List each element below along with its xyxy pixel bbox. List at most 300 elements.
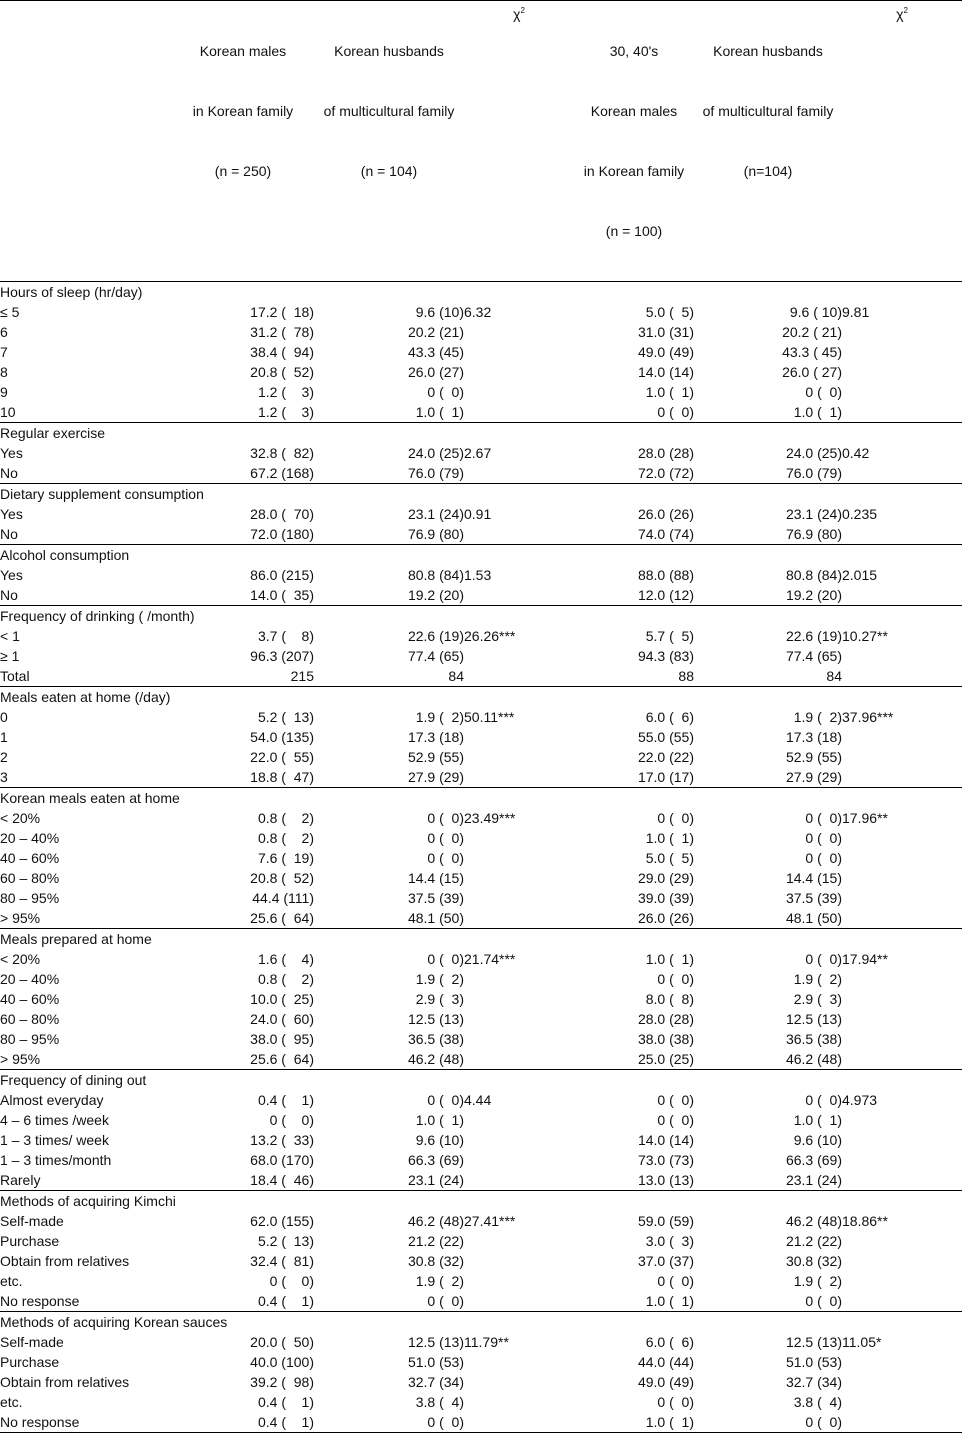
chi-square-1 xyxy=(464,1009,574,1029)
header-label-blank xyxy=(0,1,172,282)
section-group xyxy=(0,788,962,929)
table-row xyxy=(0,585,962,606)
value-husbands-2: 43.3 ( 45) xyxy=(782,344,842,360)
row-label: Obtain from relatives xyxy=(0,1253,130,1269)
section-title: Alcohol consumption xyxy=(0,545,962,566)
value-korean-males: 54.0 (135) xyxy=(250,729,314,745)
value-korean-males-30-40: 3.0 ( 3) xyxy=(645,1233,694,1249)
chi-square-2 xyxy=(842,322,962,342)
value-husbands-2: 51.0 (53) xyxy=(785,1354,842,1370)
value-korean-males: 40.0 (100) xyxy=(250,1354,314,1370)
value-korean-males: 31.2 ( 78) xyxy=(250,324,314,340)
row-label: Total xyxy=(0,668,30,684)
value-husbands-1: 76.9 (80) xyxy=(407,526,464,542)
chi-square-2 xyxy=(842,646,962,666)
value-husbands-2: 22.6 (19) xyxy=(785,628,842,644)
value-korean-males-30-40: 74.0 (74) xyxy=(637,526,694,542)
value-husbands-1: 0 ( 0) xyxy=(427,1293,464,1309)
chi-square-1 xyxy=(464,342,574,362)
section-group xyxy=(0,484,962,545)
chi-square-2: 17.96** xyxy=(842,810,888,826)
chi-square-2 xyxy=(842,1150,962,1170)
value-husbands-2: 0 ( 0) xyxy=(805,1293,842,1309)
value-korean-males-30-40: 25.0 (25) xyxy=(637,1051,694,1067)
value-korean-males: 13.2 ( 33) xyxy=(250,1132,314,1148)
row-label: No xyxy=(0,587,18,603)
row-label: Almost everyday xyxy=(0,1092,104,1108)
chi-square-2 xyxy=(842,463,962,484)
value-husbands-1: 77.4 (65) xyxy=(407,648,464,664)
chi-square-1 xyxy=(464,1352,574,1372)
chi-square-2 xyxy=(842,828,962,848)
chi-square-2 xyxy=(842,868,962,888)
value-korean-males-30-40: 73.0 (73) xyxy=(637,1152,694,1168)
value-husbands-1: 84 xyxy=(448,668,464,684)
table-row xyxy=(0,666,962,687)
table-row xyxy=(0,1412,962,1433)
value-husbands-2: 24.0 (25) xyxy=(785,445,842,461)
row-label: 40 – 60% xyxy=(0,991,60,1007)
value-korean-males: 1.6 ( 4) xyxy=(257,951,314,967)
row-label: 60 – 80% xyxy=(0,1011,60,1027)
table-row xyxy=(0,1372,962,1392)
chi-square-1 xyxy=(464,382,574,402)
value-husbands-2: 36.5 (38) xyxy=(785,1031,842,1047)
row-label: 20 – 40% xyxy=(0,830,60,846)
value-korean-males-30-40: 94.3 (83) xyxy=(637,648,694,664)
value-korean-males-30-40: 1.0 ( 1) xyxy=(645,1293,694,1309)
chi-square-1 xyxy=(464,1392,574,1412)
value-husbands-1: 23.1 (24) xyxy=(407,1172,464,1188)
chi-square-1 xyxy=(464,1412,574,1433)
table-row xyxy=(0,1211,962,1231)
section-header-row xyxy=(0,484,962,505)
section-header-row xyxy=(0,545,962,566)
value-korean-males-30-40: 0 ( 0) xyxy=(657,810,694,826)
value-husbands-2: 9.6 ( 10) xyxy=(789,304,842,320)
value-korean-males-30-40: 1.0 ( 1) xyxy=(645,951,694,967)
chi-square-2 xyxy=(842,382,962,402)
chi-square-1: 23.49*** xyxy=(464,810,516,826)
chi-square-1 xyxy=(464,969,574,989)
value-korean-males: 1.2 ( 3) xyxy=(257,384,314,400)
value-husbands-2: 20.2 ( 21) xyxy=(782,324,842,340)
row-label: ≤ 5 xyxy=(0,304,20,320)
chi-square-1 xyxy=(464,524,574,545)
value-korean-males: 38.0 ( 95) xyxy=(250,1031,314,1047)
value-husbands-2: 27.9 (29) xyxy=(785,769,842,785)
value-korean-males-30-40: 0 ( 0) xyxy=(657,1112,694,1128)
section-group xyxy=(0,929,962,1070)
value-korean-males-30-40: 37.0 (37) xyxy=(637,1253,694,1269)
chi-square-2 xyxy=(842,848,962,868)
value-korean-males: 10.0 ( 25) xyxy=(250,991,314,1007)
value-korean-males: 25.6 ( 64) xyxy=(250,910,314,926)
table-row xyxy=(0,463,962,484)
value-korean-males: 72.0 (180) xyxy=(250,526,314,542)
value-korean-males: 67.2 (168) xyxy=(250,465,314,481)
value-husbands-1: 12.5 (13) xyxy=(407,1334,464,1350)
table-row xyxy=(0,1392,962,1412)
row-label: 40 – 60% xyxy=(0,850,60,866)
section-title: Frequency of drinking ( /month) xyxy=(0,606,962,627)
value-husbands-1: 24.0 (25) xyxy=(407,445,464,461)
section-header-row xyxy=(0,687,962,708)
value-korean-males-30-40: 49.0 (49) xyxy=(637,344,694,360)
value-korean-males-30-40: 6.0 ( 6) xyxy=(645,1334,694,1350)
chi-square-2 xyxy=(842,1291,962,1312)
value-korean-males: 25.6 ( 64) xyxy=(250,1051,314,1067)
chi-square-2 xyxy=(842,1231,962,1251)
chi-square-1 xyxy=(464,1049,574,1070)
value-husbands-1: 0 ( 0) xyxy=(427,384,464,400)
value-korean-males: 39.2 ( 98) xyxy=(250,1374,314,1390)
value-husbands-1: 9.6 (10) xyxy=(415,304,464,320)
row-label: No response xyxy=(0,1412,172,1433)
value-korean-males-30-40: 0 ( 0) xyxy=(657,971,694,987)
chi-square-2 xyxy=(842,1049,962,1070)
chi-square-2 xyxy=(842,1170,962,1191)
row-label: 8 xyxy=(0,364,8,380)
value-husbands-2: 1.9 ( 2) xyxy=(793,971,842,987)
value-korean-males: 0.4 ( 1) xyxy=(257,1092,314,1108)
chi-square-2 xyxy=(842,1251,962,1271)
chi-square-2 xyxy=(842,747,962,767)
section-group xyxy=(0,1191,962,1312)
value-korean-males-30-40: 26.0 (26) xyxy=(637,910,694,926)
chi-square-2 xyxy=(842,1029,962,1049)
chi-square-2 xyxy=(842,524,962,545)
value-husbands-1: 27.9 (29) xyxy=(407,769,464,785)
value-husbands-2: 1.9 ( 2) xyxy=(793,709,842,725)
value-husbands-1: 32.7 (34) xyxy=(407,1374,464,1390)
value-korean-males-30-40: 5.0 ( 5) xyxy=(645,304,694,320)
row-label: > 95% xyxy=(0,1051,41,1067)
value-husbands-1: 43.3 (45) xyxy=(407,344,464,360)
value-korean-males-30-40: 5.7 ( 5) xyxy=(645,628,694,644)
value-korean-males-30-40: 31.0 (31) xyxy=(637,324,694,340)
value-husbands-2: 76.9 (80) xyxy=(785,526,842,542)
chi-square-2 xyxy=(842,1392,962,1412)
value-korean-males-30-40: 39.0 (39) xyxy=(637,890,694,906)
chi-square-2 xyxy=(842,1412,962,1433)
value-korean-males: 0 ( 0) xyxy=(269,1273,314,1289)
chi-square-1 xyxy=(464,666,574,687)
value-husbands-1: 30.8 (32) xyxy=(407,1253,464,1269)
value-husbands-2: 19.2 (20) xyxy=(785,587,842,603)
value-husbands-2: 0 ( 0) xyxy=(694,1412,842,1433)
row-label: etc. xyxy=(0,1273,23,1289)
value-korean-males-30-40: 1.0 ( 1) xyxy=(574,1412,694,1433)
value-korean-males: 18.8 ( 47) xyxy=(250,769,314,785)
table-row xyxy=(0,443,962,463)
row-label: 0 xyxy=(0,709,8,725)
table-header xyxy=(0,1,962,282)
value-korean-males: 0.8 ( 2) xyxy=(257,971,314,987)
chi-square-2 xyxy=(842,969,962,989)
chi-square-2: 0.42 xyxy=(842,445,870,461)
header-row xyxy=(0,1,962,282)
row-label: Self-made xyxy=(0,1213,64,1229)
header-chi-square-2: $\chi^2$ xyxy=(842,1,962,282)
section-header-row xyxy=(0,1070,962,1091)
table-row xyxy=(0,727,962,747)
section-title: Regular exercise xyxy=(0,423,962,444)
table-row xyxy=(0,382,962,402)
value-korean-males-30-40: 1.0 ( 1) xyxy=(645,384,694,400)
row-label: 1 xyxy=(0,729,8,745)
value-husbands-2: 46.2 (48) xyxy=(785,1213,842,1229)
chi-square-1 xyxy=(464,828,574,848)
value-husbands-2: 0 ( 0) xyxy=(805,850,842,866)
section-header-row xyxy=(0,1191,962,1212)
table-row xyxy=(0,949,962,969)
section-group xyxy=(0,282,962,423)
chi-square-2: 9.81 xyxy=(842,304,870,320)
value-korean-males: 44.4 (111) xyxy=(252,890,314,906)
value-husbands-1: 12.5 (13) xyxy=(407,1011,464,1027)
chi-square-1 xyxy=(464,1251,574,1271)
section-header-row xyxy=(0,282,962,303)
value-korean-males-30-40: 5.0 ( 5) xyxy=(645,850,694,866)
chi-square-1 xyxy=(464,402,574,423)
row-label: 9 xyxy=(0,384,8,400)
chi-square-1 xyxy=(464,1372,574,1392)
value-korean-males-30-40: 14.0 (14) xyxy=(637,1132,694,1148)
value-husbands-2: 23.1 (24) xyxy=(785,506,842,522)
row-label: < 20% xyxy=(0,951,41,967)
value-korean-males: 20.8 ( 52) xyxy=(250,870,314,886)
chi-square-2: 4.973 xyxy=(842,1092,878,1108)
value-husbands-2: 0 ( 0) xyxy=(805,1092,842,1108)
value-husbands-2: 80.8 (84) xyxy=(785,567,842,583)
value-husbands-2: 52.9 (55) xyxy=(785,749,842,765)
section-title: Frequency of dining out xyxy=(0,1070,962,1091)
value-husbands-1: 0 ( 0) xyxy=(427,810,464,826)
value-korean-males: 96.3 (207) xyxy=(250,648,314,664)
chi-square-2: 2.015 xyxy=(842,567,878,583)
chi-square-2 xyxy=(842,1110,962,1130)
value-husbands-2: 66.3 (69) xyxy=(785,1152,842,1168)
chi-square-1 xyxy=(464,1150,574,1170)
chi-square-2 xyxy=(842,888,962,908)
chi-square-2 xyxy=(842,666,962,687)
row-label: No response xyxy=(0,1293,80,1309)
chi-square-2 xyxy=(842,989,962,1009)
value-korean-males: 17.2 ( 18) xyxy=(250,304,314,320)
section-title: Meals eaten at home (/day) xyxy=(0,687,962,708)
value-husbands-1: 46.2 (48) xyxy=(407,1051,464,1067)
section-group xyxy=(0,423,962,484)
table-row xyxy=(0,908,962,929)
table-row xyxy=(0,1150,962,1170)
row-label: 80 – 95% xyxy=(0,890,60,906)
value-husbands-2: 0 ( 0) xyxy=(805,830,842,846)
value-husbands-2: 9.6 (10) xyxy=(793,1132,842,1148)
chi-square-2 xyxy=(842,1352,962,1372)
value-korean-males: 18.4 ( 46) xyxy=(250,1172,314,1188)
section-group xyxy=(0,545,962,606)
value-husbands-1: 21.2 (22) xyxy=(407,1233,464,1249)
value-korean-males-30-40: 38.0 (38) xyxy=(637,1031,694,1047)
row-label: 6 xyxy=(0,324,8,340)
chi-square-1: 26.26*** xyxy=(464,628,516,644)
value-husbands-1: 9.6 (10) xyxy=(415,1132,464,1148)
section-header-row xyxy=(0,788,962,809)
row-label: No xyxy=(0,526,18,542)
chi-square-1 xyxy=(464,989,574,1009)
value-korean-males: 5.2 ( 13) xyxy=(257,1233,314,1249)
row-label: 10 xyxy=(0,404,16,420)
value-korean-males: 215 xyxy=(290,668,314,684)
header-korean-husbands-2: Korean husbands of multicultural family (n=104) xyxy=(694,1,842,282)
chi-square-2 xyxy=(842,362,962,382)
table-row xyxy=(0,1009,962,1029)
row-label: Yes xyxy=(0,506,23,522)
value-husbands-2: 17.3 (18) xyxy=(785,729,842,745)
value-korean-males: 86.0 (215) xyxy=(250,567,314,583)
value-korean-males: 0.4 ( 1) xyxy=(172,1412,314,1433)
value-husbands-1: 0 ( 0) xyxy=(427,951,464,967)
value-korean-males-30-40: 17.0 (17) xyxy=(637,769,694,785)
chi-square-2 xyxy=(842,1009,962,1029)
value-husbands-2: 32.7 (34) xyxy=(785,1374,842,1390)
chi-square-1: 4.44 xyxy=(464,1092,492,1108)
chi-square-1 xyxy=(464,868,574,888)
value-husbands-1: 0 ( 0) xyxy=(427,830,464,846)
chi-square-1 xyxy=(464,1291,574,1312)
chi-square-1 xyxy=(464,585,574,606)
value-korean-males: 62.0 (155) xyxy=(250,1213,314,1229)
section-title: Korean meals eaten at home xyxy=(0,788,962,809)
table-row xyxy=(0,848,962,868)
table-row xyxy=(0,767,962,788)
value-korean-males-30-40: 0 ( 0) xyxy=(657,1273,694,1289)
value-husbands-2: 76.0 (79) xyxy=(785,465,842,481)
row-label: < 20% xyxy=(0,810,41,826)
value-husbands-1: 1.9 ( 2) xyxy=(415,709,464,725)
header-korean-husbands-1: Korean husbands of multicultural family (n = 104) xyxy=(314,1,464,282)
value-husbands-1: 26.0 (27) xyxy=(407,364,464,380)
value-korean-males: 3.7 ( 8) xyxy=(257,628,314,644)
chi-square-1: 50.11*** xyxy=(464,709,515,725)
value-korean-males-30-40: 49.0 (49) xyxy=(637,1374,694,1390)
value-husbands-1: 76.0 (79) xyxy=(407,465,464,481)
value-husbands-2: 12.5 (13) xyxy=(785,1334,842,1350)
value-korean-males: 38.4 ( 94) xyxy=(250,344,314,360)
table-row xyxy=(0,808,962,828)
value-husbands-1: 1.9 ( 2) xyxy=(415,1273,464,1289)
chi-square-1 xyxy=(464,908,574,929)
table-row xyxy=(0,362,962,382)
value-korean-males-30-40: 29.0 (29) xyxy=(637,870,694,886)
value-korean-males: 0.8 ( 2) xyxy=(257,830,314,846)
table-row xyxy=(0,747,962,767)
row-label: etc. xyxy=(0,1394,23,1410)
value-husbands-1: 17.3 (18) xyxy=(407,729,464,745)
table-row xyxy=(0,1170,962,1191)
value-husbands-1: 80.8 (84) xyxy=(407,567,464,583)
value-husbands-1: 46.2 (48) xyxy=(407,1213,464,1229)
value-korean-males-30-40: 6.0 ( 6) xyxy=(645,709,694,725)
row-label: 80 – 95% xyxy=(0,1031,60,1047)
chi-square-1 xyxy=(464,1231,574,1251)
row-label: 3 xyxy=(0,769,8,785)
chi-square-2 xyxy=(842,342,962,362)
value-husbands-1: 0 ( 0) xyxy=(314,1412,464,1433)
value-korean-males: 1.2 ( 3) xyxy=(257,404,314,420)
value-husbands-2: 12.5 (13) xyxy=(785,1011,842,1027)
value-husbands-2: 1.0 ( 1) xyxy=(793,404,842,420)
value-korean-males: 22.0 ( 55) xyxy=(250,749,314,765)
chi-square-1 xyxy=(464,727,574,747)
section-title: Methods of acquiring Korean sauces xyxy=(0,1312,962,1333)
value-husbands-2: 2.9 ( 3) xyxy=(793,991,842,1007)
value-husbands-2: 0 ( 0) xyxy=(805,951,842,967)
table-row xyxy=(0,888,962,908)
row-label: 20 – 40% xyxy=(0,971,60,987)
table-row xyxy=(0,322,962,342)
table-row xyxy=(0,1090,962,1110)
value-husbands-2: 37.5 (39) xyxy=(785,890,842,906)
value-husbands-2: 21.2 (22) xyxy=(785,1233,842,1249)
value-korean-males-30-40: 12.0 (12) xyxy=(637,587,694,603)
value-husbands-2: 0 ( 0) xyxy=(805,384,842,400)
chi-square-2 xyxy=(842,585,962,606)
table-row xyxy=(0,504,962,524)
value-korean-males-30-40: 72.0 (72) xyxy=(637,465,694,481)
table-row xyxy=(0,868,962,888)
row-label: ≥ 1 xyxy=(0,648,20,664)
chi-square-1 xyxy=(464,463,574,484)
chi-square-1 xyxy=(464,362,574,382)
value-husbands-2: 26.0 ( 27) xyxy=(782,364,842,380)
value-husbands-2: 3.8 ( 4) xyxy=(793,1394,842,1410)
chi-square-1: 6.32 xyxy=(464,304,492,320)
value-korean-males: 24.0 ( 60) xyxy=(250,1011,314,1027)
value-husbands-1: 2.9 ( 3) xyxy=(415,991,464,1007)
chi-square-2 xyxy=(842,1271,962,1291)
value-korean-males-30-40: 59.0 (59) xyxy=(637,1213,694,1229)
value-husbands-2: 1.9 ( 2) xyxy=(793,1273,842,1289)
chi-square-2: 37.96*** xyxy=(842,709,894,725)
chi-square-1: 2.67 xyxy=(464,445,492,461)
section-group xyxy=(0,687,962,788)
value-korean-males: 68.0 (170) xyxy=(250,1152,314,1168)
value-korean-males: 20.0 ( 50) xyxy=(250,1334,314,1350)
value-husbands-1: 0 ( 0) xyxy=(427,850,464,866)
value-korean-males-30-40: 0 ( 0) xyxy=(657,1092,694,1108)
chi-square-1 xyxy=(464,1170,574,1191)
row-label: 2 xyxy=(0,749,8,765)
row-label: 60 – 80% xyxy=(0,870,60,886)
row-label: Purchase xyxy=(0,1354,60,1370)
section-group xyxy=(0,606,962,687)
chi-square-2: 17.94** xyxy=(842,951,888,967)
value-korean-males: 20.8 ( 52) xyxy=(250,364,314,380)
chi-square-1 xyxy=(464,1029,574,1049)
table-row xyxy=(0,1231,962,1251)
table-row xyxy=(0,1130,962,1150)
chi-square-2: 10.27** xyxy=(842,628,888,644)
value-korean-males-30-40: 26.0 (26) xyxy=(637,506,694,522)
value-korean-males-30-40: 55.0 (55) xyxy=(637,729,694,745)
value-korean-males: 0.4 ( 1) xyxy=(257,1394,314,1410)
value-husbands-2: 14.4 (15) xyxy=(785,870,842,886)
section-title: Methods of acquiring Kimchi xyxy=(0,1191,962,1212)
section-header-row xyxy=(0,423,962,444)
value-husbands-1: 3.8 ( 4) xyxy=(415,1394,464,1410)
